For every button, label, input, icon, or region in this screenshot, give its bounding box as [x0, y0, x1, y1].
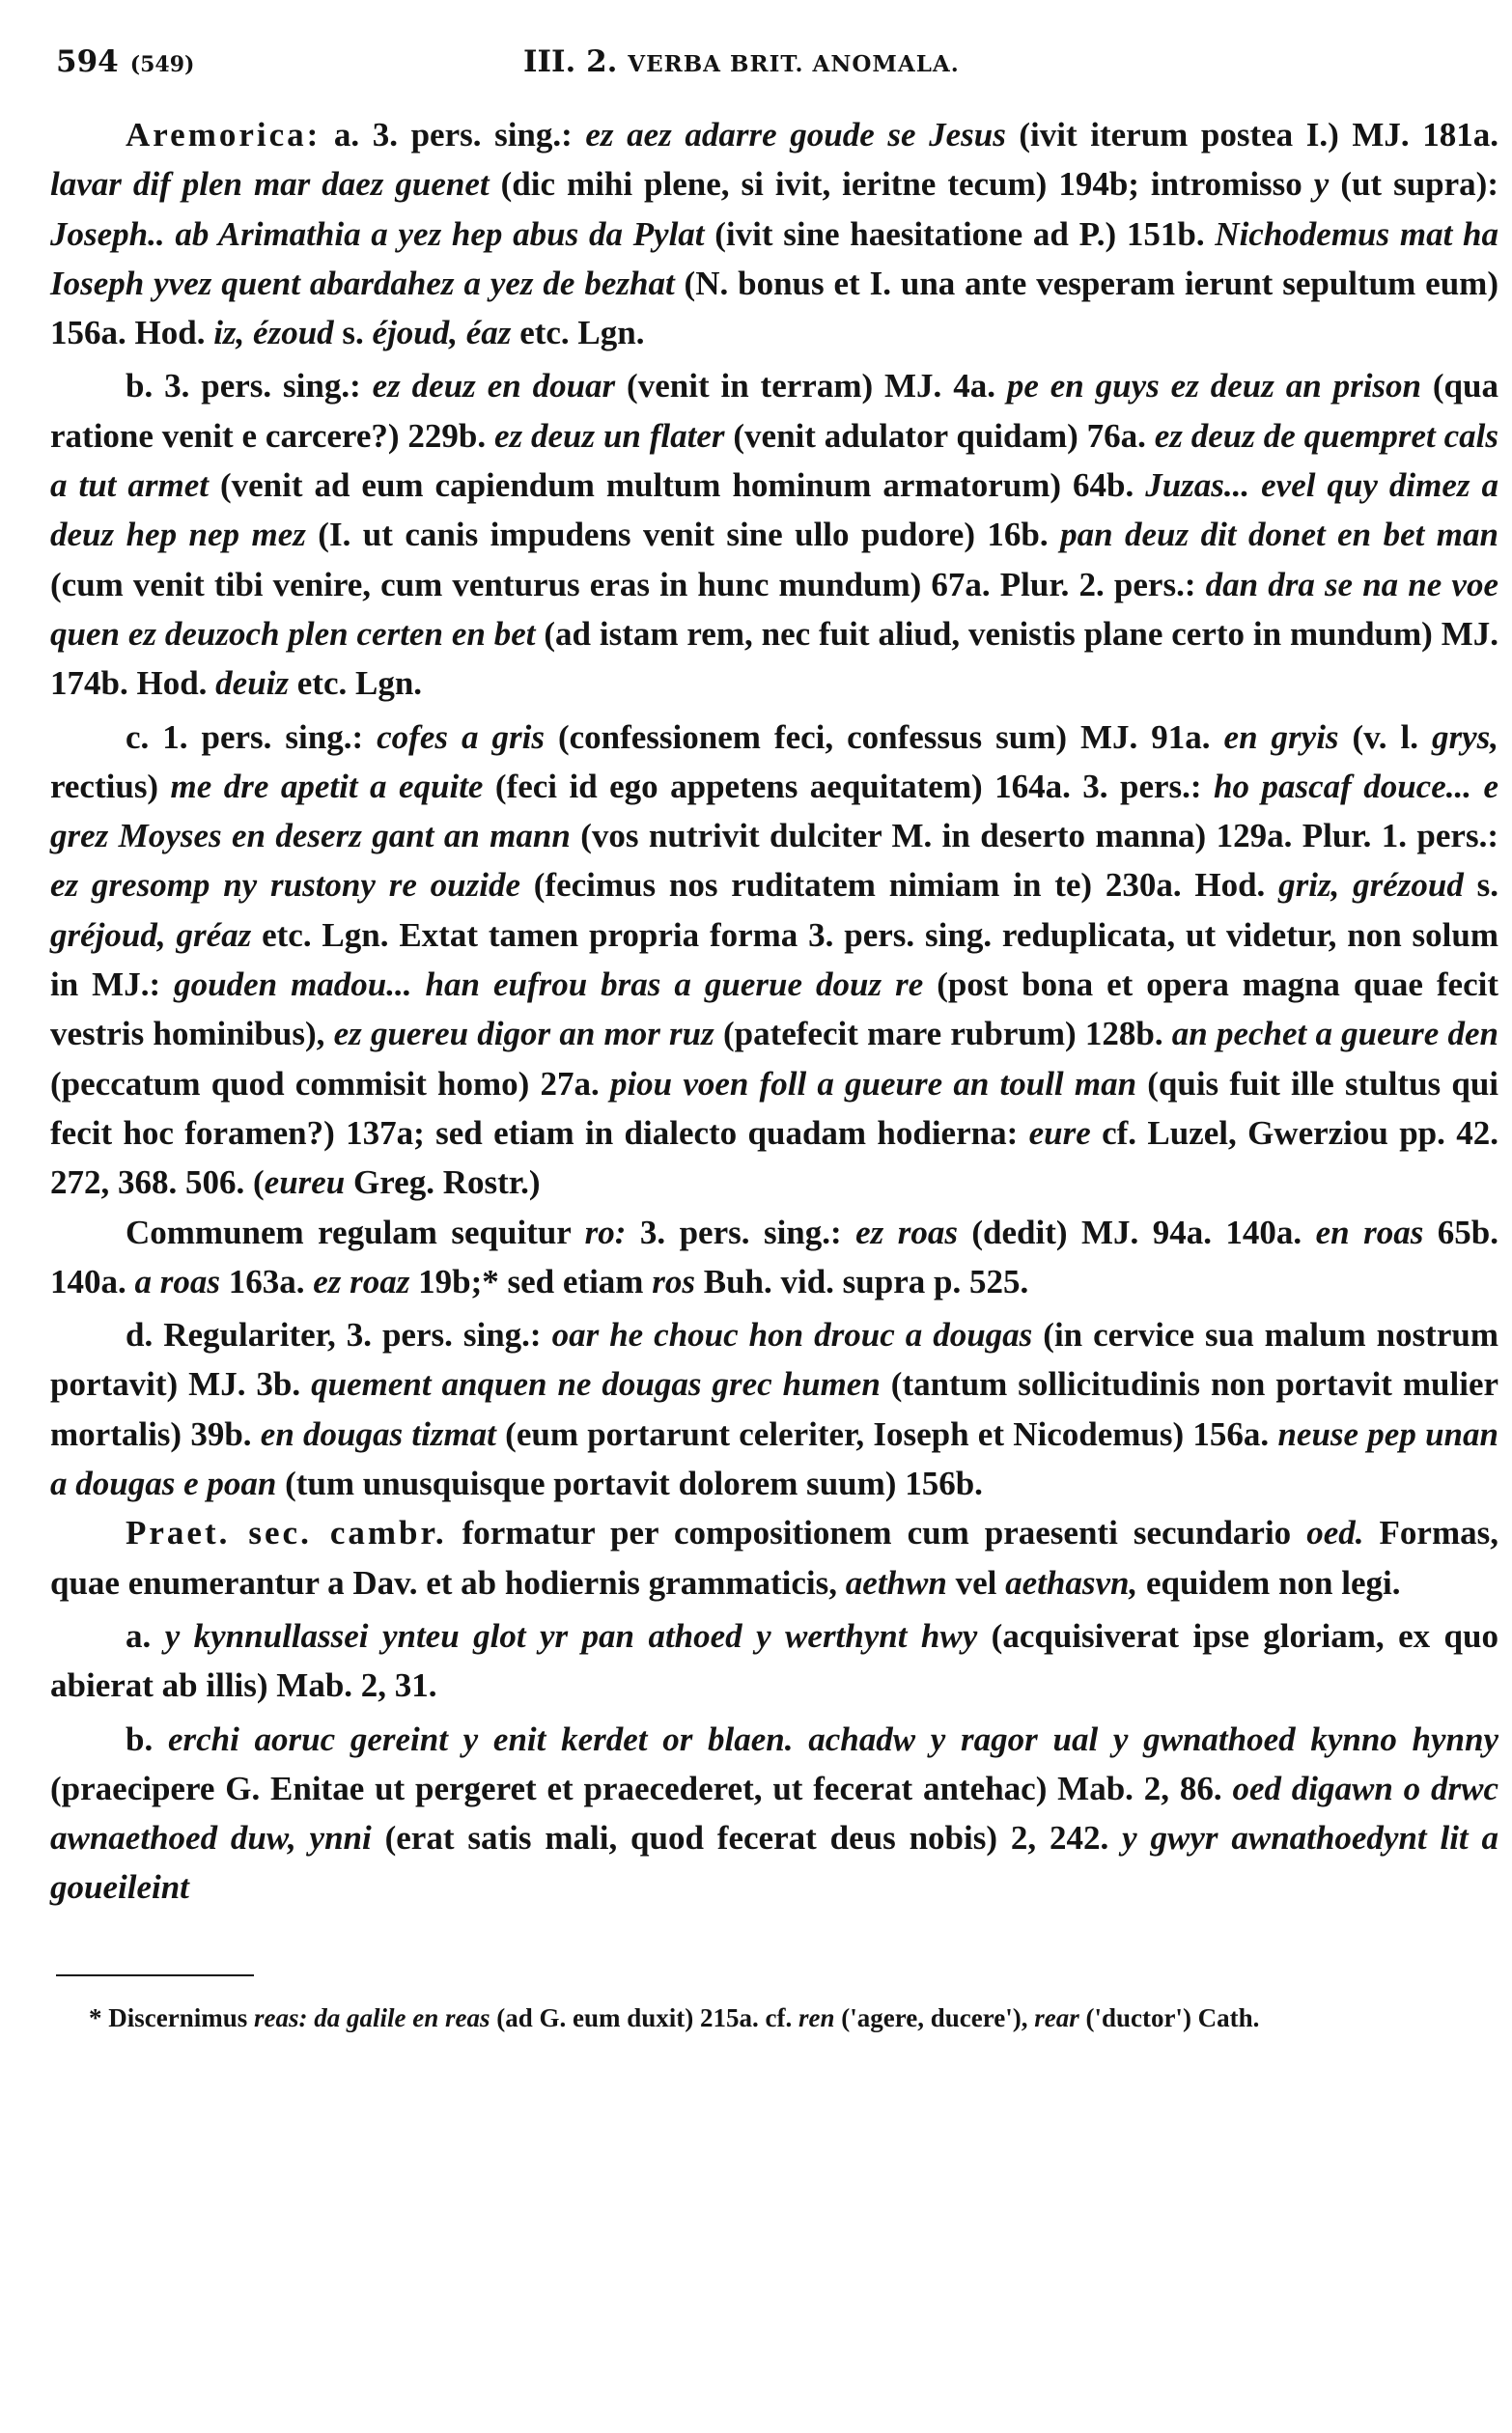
footnote-rule — [56, 1974, 254, 1976]
page-number: 594 (549) — [56, 44, 195, 79]
original-page-number: (549) — [129, 52, 195, 77]
main-text — [50, 110, 1498, 1913]
running-header — [50, 33, 1498, 91]
paragraph-ro: Communem regulam sequitur ro: 3. pers. sing.: ez roas (dedit) MJ. 94a. 140a. en roas 65b. 140a. a roas 163a. ez roaz 19b;* sed etiam ros Buh. vid. supra p. 525. — [50, 1213, 1498, 1300]
paragraph-d: d. Regulariter, 3. pers. sing.: oar he chouc hon drouc a dougas (in cervice sua malum nostrum portavit) MJ. 3b. quement anquen ne dougas grec humen (tantum sollicitudinis non portavit mulier mortalis) 39b. en dougas tizmat (eum portarunt celeriter, Ioseph et Nicodemus) 156a. neuse pep unan a dougas e poan (tum unusquisque portavit dolorem suum) 156b. — [50, 1316, 1499, 1503]
footnote: * Discernimus reas: da galile en reas (ad G. eum duxit) 215a. cf. ren ('agere, ducere'), rear ('ductor') Cath. — [89, 2002, 1260, 2032]
paragraph-c: c. 1. pers. sing.: cofes a gris (confessionem feci, confessus sum) MJ. 91a. en gryis (v. l. grys, rectius) me dre apetit a equite (feci id ego appetens aequitatem) 164a. 3. pers.: ho pascaf douce... e grez Moyses en deserz gant an mann (vos nutrivit dulciter M. in deserto manna) 129a. Plur. 1. pers.: ez gresomp ny rustony re ouzide (fecimus nos ruditatem nimiam in te) 230a. Hod. griz, grézoud s. gréjoud, gréaz etc. Lgn. Extat tamen propria forma 3. pers. sing. reduplicata, ut videtur, non solum in MJ.: gouden madou... han eufrou bras a guerue douz re (post bona et opera magna quae fecit vestris hominibus), ez guereu digor an mor ruz (patefecit mare rubrum) 128b. an pechet a gueure den (peccatum quod commisit homo) 27a. piou voen foll a gueure an toull man (quis fuit ille stultus qui fecit hoc foramen?) 137a; sed etiam in dialecto quadam hodierna: eure cf. Luzel, Gwerziou pp. 42. 272, 368. 506. (eureu Greg. Rostr.) — [50, 717, 1499, 1202]
running-subtitle: VERBA BRIT. ANOMALA. — [628, 51, 960, 77]
paragraph-b: b. 3. pers. sing.: ez deuz en douar (venit in terram) MJ. 4a. pe en guys ez deuz an prison (qua ratione venit e carcere?) 229b. ez deuz un flater (venit adulator quidam) 76a. ez deuz de quempret cals a tut armet (venit ad eum capiendum multum hominum armatorum) 64b. Juzas... evel quy dimez a deuz hep nep mez (I. ut canis impudens venit sine ullo pudore) 16b. pan deuz dit donet en bet man (cum venit tibi venire, cum venturus eras in hunc mundum) 67a. Plur. 2. pers.: dan dra se na ne voe quen ez deuzoch plen certen en bet (ad istam rem, nec fuit aliud, venistis plane certo in mundum) MJ. 174b. Hod. deuiz etc. Lgn. — [50, 367, 1498, 703]
paragraph-praet-sec-cambr: Praet. sec. cambr. formatur per compositionem cum praesenti secundario oed. Formas, quae enumerantur a Dav. et ab hodiernis grammaticis, aethwn vel aethasvn, equidem non legi. — [50, 1514, 1498, 1602]
running-title: III. 2. VERBA BRIT. ANOMALA. — [523, 44, 960, 79]
paragraph-cambr-a: a. y kynnullassei ynteu glot yr pan athoed y werthynt hwy (acquisiverat ipse gloriam, ex quo abierat ab illis) Mab. 2, 31. — [50, 1616, 1498, 1705]
book-page — [50, 33, 1498, 2036]
paragraph-cambr-b: b. erchi aoruc gereint y enit kerdet or blaen. achadw y ragor ual y gwnathoed kynno hynny (praecipere G. Enitae ut pergeret et praecederet, ut fecerat antehac) Mab. 2, 86. oed digawn o drwc awnaethoed duw, ynni (erat satis mali, quod fecerat deus nobis) 2, 242. y gwyr awnathoedynt lit a goueileint — [50, 1720, 1499, 1907]
paragraph-aremorica-a: Aremorica: a. 3. pers. sing.: ez aez adarre goude se Jesus (ivit iterum postea I.) MJ. 181a. lavar dif plen mar daez guenet (dic mihi plene, si ivit, ieritne tecum) 194b; intromisso y (ut supra): Joseph.. ab Arimathia a yez hep abus da Pylat (ivit sine haesitatione ad P.) 151b. Nichodemus mat ha Ioseph yvez quent abardahez a yez de bezhat (N. bonus et I. una ante vesperam ierunt sepultum eum) 156a. Hod. iz, ézoud s. éjoud, éaz etc. Lgn. — [50, 116, 1498, 352]
